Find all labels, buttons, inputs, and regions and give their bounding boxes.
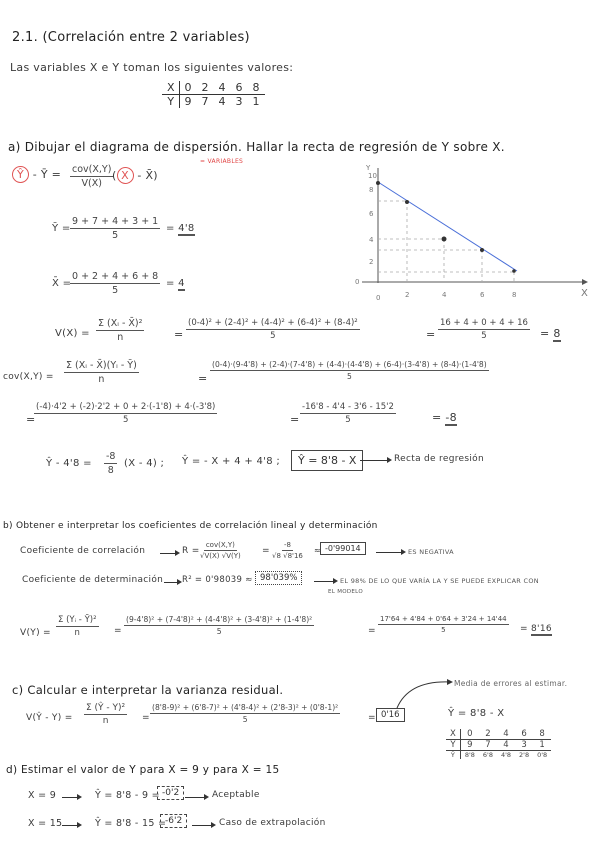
ybar-result: = 4'8 <box>166 223 195 234</box>
x-tick: 0 <box>376 294 381 302</box>
y-tick: 2 <box>369 258 374 266</box>
denominator: 5 <box>270 331 276 341</box>
y-tick: 10 <box>368 172 377 180</box>
x-tick: 8 <box>512 291 517 299</box>
predicted-values-table <box>446 729 551 759</box>
part-b-heading: b) Obtener e interpretar los coeficientes de correlación lineal y determinación <box>3 521 378 531</box>
denominator: n <box>117 332 124 343</box>
x-value: 0 <box>179 81 197 95</box>
correlation-note: ES NEGATIVA <box>408 548 454 556</box>
guide-lines <box>378 201 514 282</box>
x-tick: 4 <box>442 291 447 299</box>
ybar-fraction <box>70 216 160 241</box>
numerator: (9-4'8)² + (7-4'8)² + (4-4'8)² + (3-4'8)² + (1-4'8)² <box>126 615 313 624</box>
x-value: 2 <box>479 729 497 740</box>
x-value: 0 <box>460 729 479 740</box>
numerator: (0-4)² + (2-4)² + (4-4)² + (6-4)² + (8-4)² <box>188 318 358 328</box>
equals: = <box>142 713 150 723</box>
numerator: Σ (Yᵢ - Ȳ)² <box>58 615 97 625</box>
result-value: 8 <box>553 327 561 340</box>
part-a-heading: a) Dibujar el diagrama de dispersión. Hallar la recta de regresión de Y sobre X. <box>8 140 505 154</box>
numerator: -16'8 - 4'4 - 3'6 - 15'2 <box>302 402 394 412</box>
numerator: cov(X,Y) <box>72 164 112 175</box>
denominator: n <box>102 716 109 726</box>
numerator: 0 + 2 + 4 + 6 + 8 <box>72 271 159 282</box>
yhat-value: 2'8 <box>519 751 530 759</box>
numerator: -8 <box>283 541 291 549</box>
y-value: 3 <box>235 95 243 108</box>
result-value: 8'16 <box>531 624 552 634</box>
xbar-fraction <box>70 271 160 296</box>
reg-step1-tail: (X - 4) ; <box>124 458 165 469</box>
numerator: -8 <box>106 451 116 462</box>
determination-result-box: 98'039% <box>255 571 302 585</box>
exercise-title: 2.1. (Correlación entre 2 variables) <box>12 30 250 45</box>
case1-x: X = 9 <box>28 790 57 801</box>
y-value: 9 <box>460 740 479 751</box>
regression-line <box>378 182 517 271</box>
intro-text: Las variables X e Y toman los siguientes valores: <box>10 61 294 74</box>
x-value: 4 <box>214 81 231 95</box>
vy-sum-fraction <box>378 615 509 634</box>
arrow-icon <box>360 460 390 461</box>
denominator: 8 <box>107 465 114 476</box>
residual-variance-label: V(Ŷ - Y) = <box>26 713 73 723</box>
result-value: -8 <box>445 411 457 424</box>
y-tick: 4 <box>369 236 374 244</box>
vx-result: = 8 <box>540 327 561 340</box>
cov-formula-fraction <box>64 360 139 385</box>
correlation-result-box: -0'99014 <box>320 542 366 555</box>
reg-step2: Ŷ = - X + 4 + 4'8 ; <box>182 456 281 467</box>
yhat-label: Ŷ <box>446 751 460 760</box>
denominator: 5 <box>346 372 352 381</box>
result-value: 4 <box>178 278 185 289</box>
corr-values-fraction <box>272 541 303 560</box>
case1-equation: Ŷ = 8'8 - 9 = <box>95 790 160 801</box>
case2-note: Caso de extrapolación <box>219 818 326 828</box>
det-formula: R² = 0'98039 ≈ <box>182 575 253 585</box>
denominator: √V(X) √V(Y) <box>200 552 241 560</box>
x-label: X <box>162 81 179 95</box>
residual-variance-note: Media de errores al estimar. <box>454 679 568 688</box>
x-label: X <box>446 729 460 740</box>
arrow-icon <box>160 553 178 554</box>
y-value: 4 <box>497 740 515 751</box>
part-c-heading: c) Calcular e interpretar la varianza residual. <box>12 683 284 697</box>
xbar-label: X̄ = <box>52 278 72 289</box>
numerator: Σ (Ŷ - Y)² <box>86 703 126 713</box>
equals: = <box>26 413 36 426</box>
denominator: √8 √8'16 <box>272 552 303 560</box>
denominator: 5 <box>441 626 446 634</box>
vr-expansion-fraction <box>150 703 340 724</box>
equals: = <box>114 626 122 636</box>
cov-result: = -8 <box>432 411 457 424</box>
x-value: 6 <box>515 729 533 740</box>
arrow-icon <box>164 582 180 583</box>
ybar-term: - Ȳ = <box>32 168 62 181</box>
y-value: 1 <box>252 95 260 108</box>
equals: = <box>426 328 436 341</box>
y-value: 7 <box>201 95 209 108</box>
vx-expansion-fraction <box>186 318 360 341</box>
arrow-icon <box>314 581 336 582</box>
denominator: 5 <box>216 627 222 636</box>
arrow-icon <box>62 825 80 826</box>
x-tick: 2 <box>405 291 410 299</box>
yhat-value: 0'8 <box>537 751 548 759</box>
yhat-value: 6'8 <box>482 751 493 759</box>
determination-note-2: EL MODELO <box>328 589 363 595</box>
y-value: 1 <box>533 740 551 751</box>
y-value: 7 <box>479 740 497 751</box>
part-d-heading: d) Estimar el valor de Y para X = 9 y para X = 15 <box>6 764 280 776</box>
reg-slope-fraction <box>104 451 117 476</box>
numerator: Σ (Xᵢ - X̄)(Yᵢ - Ȳ) <box>66 360 137 371</box>
numerator: cov(X,Y) <box>205 541 235 549</box>
data-table <box>162 81 265 108</box>
case1-result-box: -0'2 <box>157 786 184 800</box>
x-value: 8 <box>533 729 551 740</box>
numerator: 16 + 4 + 0 + 4 + 16 <box>440 318 528 328</box>
arrow-icon <box>376 552 404 553</box>
case2-x: X = 15 <box>28 818 63 829</box>
scatter-plot <box>352 160 597 305</box>
yhat-circle: Ŷ <box>12 166 29 183</box>
y-axis-label: Y <box>366 164 371 172</box>
vy-result: = 8'16 <box>520 624 552 634</box>
y-tick: 8 <box>369 186 374 194</box>
side-regression-equation: Ŷ = 8'8 - X <box>448 708 505 719</box>
cov-sum-fraction <box>300 402 396 425</box>
denominator: 5 <box>345 415 351 425</box>
vx-formula-fraction <box>96 318 144 343</box>
vy-formula-fraction <box>56 615 99 638</box>
y-value: 3 <box>515 740 533 751</box>
arrow-icon <box>185 797 207 798</box>
correlation-label: Coeficiente de correlación <box>20 546 146 556</box>
xbar-result: = 4 <box>166 278 185 289</box>
y-value: 4 <box>218 95 226 108</box>
vx-sum-fraction <box>438 318 530 341</box>
case2-result-box: -6'2 <box>160 814 187 828</box>
equals: = <box>262 546 270 556</box>
determination-label: Coeficiente de determinación <box>22 575 164 585</box>
yhat-value: 4'8 <box>500 751 512 759</box>
arrow-icon <box>62 797 80 798</box>
arrow-icon <box>192 825 214 826</box>
denominator: n <box>74 628 80 638</box>
vy-label: V(Y) = <box>20 628 51 638</box>
regression-formula <box>12 166 61 183</box>
cov-products-fraction <box>34 402 217 425</box>
x-value: 8 <box>248 81 265 95</box>
regression-coef-fraction <box>70 164 113 189</box>
y-tick: 6 <box>369 210 374 218</box>
vy-expansion-fraction <box>124 615 314 636</box>
denominator: 5 <box>242 715 248 724</box>
case2-equation: Ŷ = 8'8 - 15 = <box>95 818 167 829</box>
x-value: 4 <box>497 729 515 740</box>
denominator: V(X) <box>81 178 102 189</box>
equals: = <box>368 713 376 723</box>
cov-expansion-fraction <box>210 360 489 381</box>
equals: = <box>198 372 208 385</box>
y-label: Y <box>162 95 179 109</box>
residual-variance-box: 0'16 <box>376 708 405 722</box>
determination-note: EL 98% DE LO QUE VARÍA LA Y SE PUEDE EXPLICAR CON <box>340 577 539 585</box>
y-tick: 0 <box>355 278 360 286</box>
x-tick: 6 <box>480 291 485 299</box>
denominator: 5 <box>112 230 119 241</box>
x-value: 2 <box>197 81 214 95</box>
result-value: 4'8 <box>178 223 195 234</box>
denominator: n <box>98 374 105 385</box>
ybar-label: Ȳ = <box>52 223 71 234</box>
x-value: 6 <box>231 81 248 95</box>
numerator: (-4)·4'2 + (-2)·2'2 + 0 + 2·(-1'8) + 4·(-3'8) <box>36 402 216 412</box>
curved-arrow-icon <box>395 676 455 710</box>
xbar-term: - X̄) <box>137 169 158 182</box>
denominator: 5 <box>481 331 487 341</box>
numerator: Σ (Xᵢ - X̄)² <box>98 318 143 329</box>
approx: ≈ <box>314 546 322 555</box>
cov-label: cov(X,Y) = <box>3 372 54 382</box>
reg-step1-label: Ŷ - 4'8 = <box>46 458 92 469</box>
numerator: 9 + 7 + 4 + 3 + 1 <box>72 216 159 227</box>
case1-note: Aceptable <box>212 790 260 800</box>
regression-result-box: Ŷ = 8'8 - X <box>291 450 363 471</box>
y-value: 9 <box>184 95 192 108</box>
denominator: 5 <box>112 285 119 296</box>
denominator: 5 <box>122 415 129 425</box>
regression-label: Recta de regresión <box>394 454 484 464</box>
x-circle: X <box>117 167 134 184</box>
numerator: (0-4)·(9-4'8) + (2-4)·(7-4'8) + (4-4)·(4-4'8) + (6-4)·(3-4'8) + (8-4)·(1-4'8) <box>212 360 487 369</box>
y-label: Y <box>446 740 460 751</box>
x-axis-label: X <box>581 288 588 299</box>
equals: = <box>290 413 300 426</box>
numerator: 17'64 + 4'84 + 0'64 + 3'24 + 14'44 <box>380 615 507 623</box>
vx-label: V(X) = <box>55 328 90 339</box>
regression-formula-tail: ( X - X̄) <box>112 169 158 182</box>
data-points <box>376 181 516 273</box>
numerator: (8'8-9)² + (6'8-7)² + (4'8-4)² + (2'8-3)² + (0'8-1)² <box>152 703 339 712</box>
equals: = <box>174 328 184 341</box>
equals: = <box>368 626 376 636</box>
vr-formula-fraction <box>84 703 127 726</box>
yhat-value: 8'8 <box>464 751 475 759</box>
variables-note: = VARIABLES <box>200 158 244 165</box>
corr-formula-fraction <box>200 541 241 560</box>
corr-lhs: R = <box>182 546 200 556</box>
